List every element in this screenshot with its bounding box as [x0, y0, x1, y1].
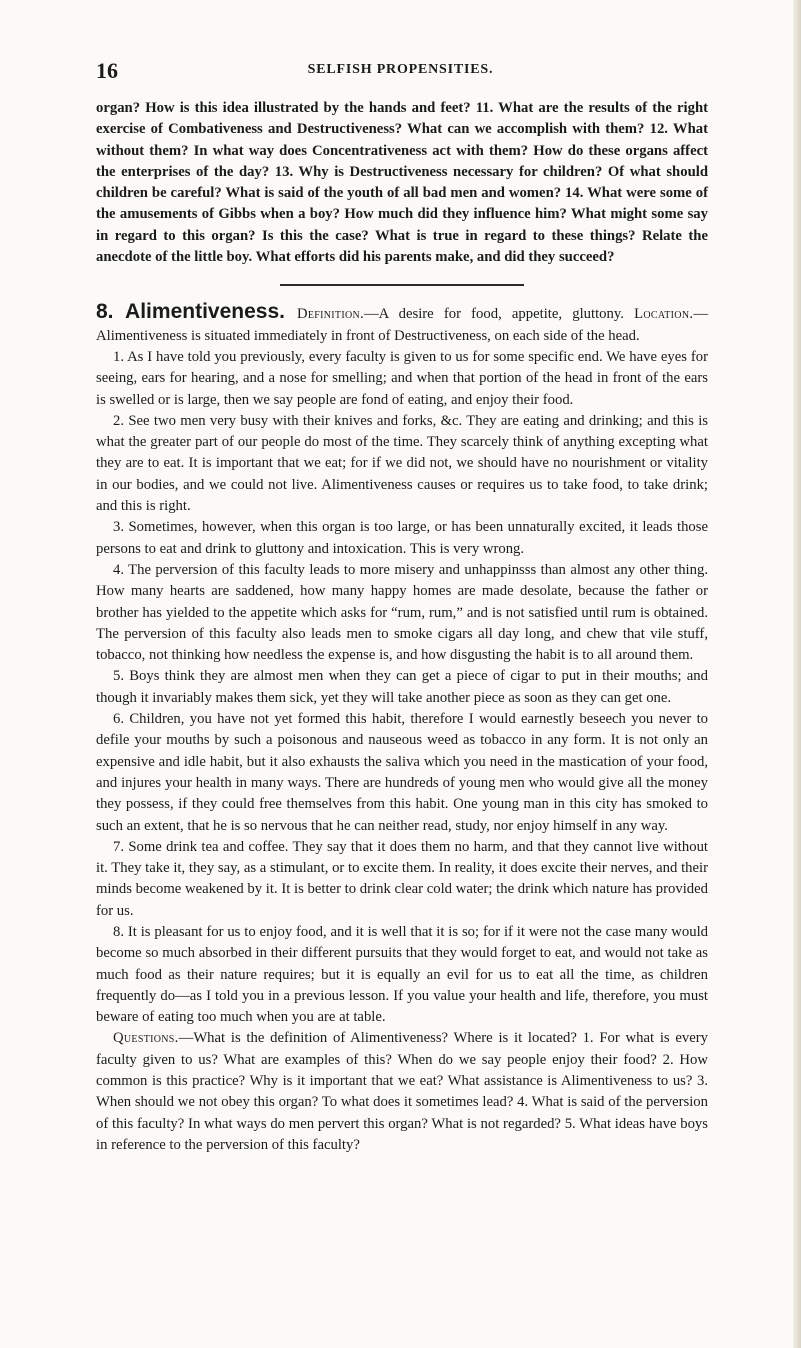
- running-head: SELFISH PROPENSITIES.: [307, 62, 494, 77]
- section-heading: [96, 301, 708, 347]
- definition-label: Definition.: [296, 306, 364, 323]
- paragraph-7: 7. Some drink tea and coffee. They say that it does them no harm, and that they cannot live without it. They take it, they say, as a stimulant, or to excite them. In reality, it does excite their nerves, and their minds become weakened by it. It is better to drink clear cold water; the drink which nature has provided for us.: [96, 838, 708, 919]
- location-text: —Alimentiveness is situated immediately in front of Destructiveness, on each side of the head.: [96, 306, 709, 344]
- page-header: [96, 58, 705, 84]
- paragraph-2: 2. See two men very busy with their knives and forks, &c. They are eating and drinking; and this is what the greater part of our people do most of the time. They scarcely think of anything excepting what they are to eat. It is important that we eat; for if we did not, we should have no nourishment or vitality in our bodies, and we could not live. Alimentiveness causes or requires us to take food, to take drink; and this is right.: [96, 412, 708, 515]
- location-label: Location.: [634, 306, 694, 323]
- questions-label: Questions.: [113, 1030, 179, 1047]
- paragraph-3: 3. Sometimes, however, when this organ is too large, or has been unnaturally excited, it leads those persons to eat and drink to gluttony and intoxication. This is very wrong.: [96, 519, 708, 557]
- page-edge: [793, 0, 801, 1348]
- previous-questions: organ? How is this idea illustrated by the hands and feet? 11. What are the results of the right exercise of Combativeness and Destructiveness? What can we accomplish with them? 12. What without them? In what way does Concentrativeness act with them? How do these organs affect the enterprises of the day? 13. Why is Destructiveness necessary for children? Of what should children be careful? What is said of the youth of all bad men and women? 14. What were some of the amusements of Gibbs when a boy? How much did they influence him? What might some say in regard to this organ? Is this the case? What is true in regard to these things? Relate the anecdote of the little boy. What efforts did his parents make, and did they succeed?: [96, 100, 708, 266]
- section-divider: [280, 284, 524, 286]
- definition-text: —A desire for food, appetite, gluttony.: [363, 306, 624, 323]
- page-body: [96, 98, 708, 1156]
- paragraph-1: 1. As I have told you previously, every faculty is given to us for some specific end. We have eyes for seeing, ears for hearing, and a nose for smelling; and when that portion of the head in front of the ears is swelled or is large, then we say people are fond of eating, and enjoy their food.: [96, 348, 708, 408]
- paragraph-5: 5. Boys think they are almost men when they can get a piece of cigar to put in their mouths; and though it invariably makes them sick, yet they will take another piece as soon as they can get one.: [96, 668, 708, 706]
- questions-block: [96, 1028, 708, 1156]
- page-number: 16: [96, 58, 118, 83]
- section-title: 8. Alimentiveness.: [96, 300, 285, 324]
- paragraph-4: 4. The perversion of this faculty leads to more misery and unhappinsss than almost any other thing. How many hearts are saddened, how many happy homes are made desolate, because the father or brother has yielded to the appetite which asks for “rum, rum,” and is not satisfied until rum is obtained. The perversion of this faculty also leads men to smoke cigars all day long, and chew that vile stuff, tobacco, not thinking how needless the expense is, and how disgusting the habit is to all around them.: [96, 561, 708, 664]
- questions-text: —What is the definition of Alimentiveness? Where is it located? 1. For what is every faculty given to us? What are examples of this? When do we say people enjoy their food? 2. How common is this practice? Why is it important that we eat? What assistance is Alimentiveness to us? 3. When should we not obey this organ? To what does it sometimes lead? 4. What is said of the perversion of this faculty? In what ways do men pervert this organ? What is not regarded? 5. What ideas have boys in reference to the perversion of this faculty?: [96, 1030, 708, 1153]
- paragraph-8: 8. It is pleasant for us to enjoy food, and it is well that it is so; for if it were not the case many would become so much absorbed in their different pursuits that they would forget to eat, and would not take as much food as their nature requires; but it is equally an evil for us to eat all the time, as children frequently do—as I told you in a previous lesson. If you value your health and life, therefore, you must beware of eating too much when you are at table.: [96, 923, 708, 1026]
- paragraph-6: 6. Children, you have not yet formed this habit, therefore I would earnestly beseech you never to defile your mouths by such a poisonous and nauseous weed as tobacco in any form. It is not only an expensive and idle habit, but it also exhausts the saliva which you need in the mastication of your food, and injures your health in many ways. There are hundreds of young men who would give all the money they possess, if they could free themselves from this habit. One young man in this city has smoked to such an extent, that he is so nervous that he can neither read, study, nor enjoy himself in any way.: [96, 711, 708, 834]
